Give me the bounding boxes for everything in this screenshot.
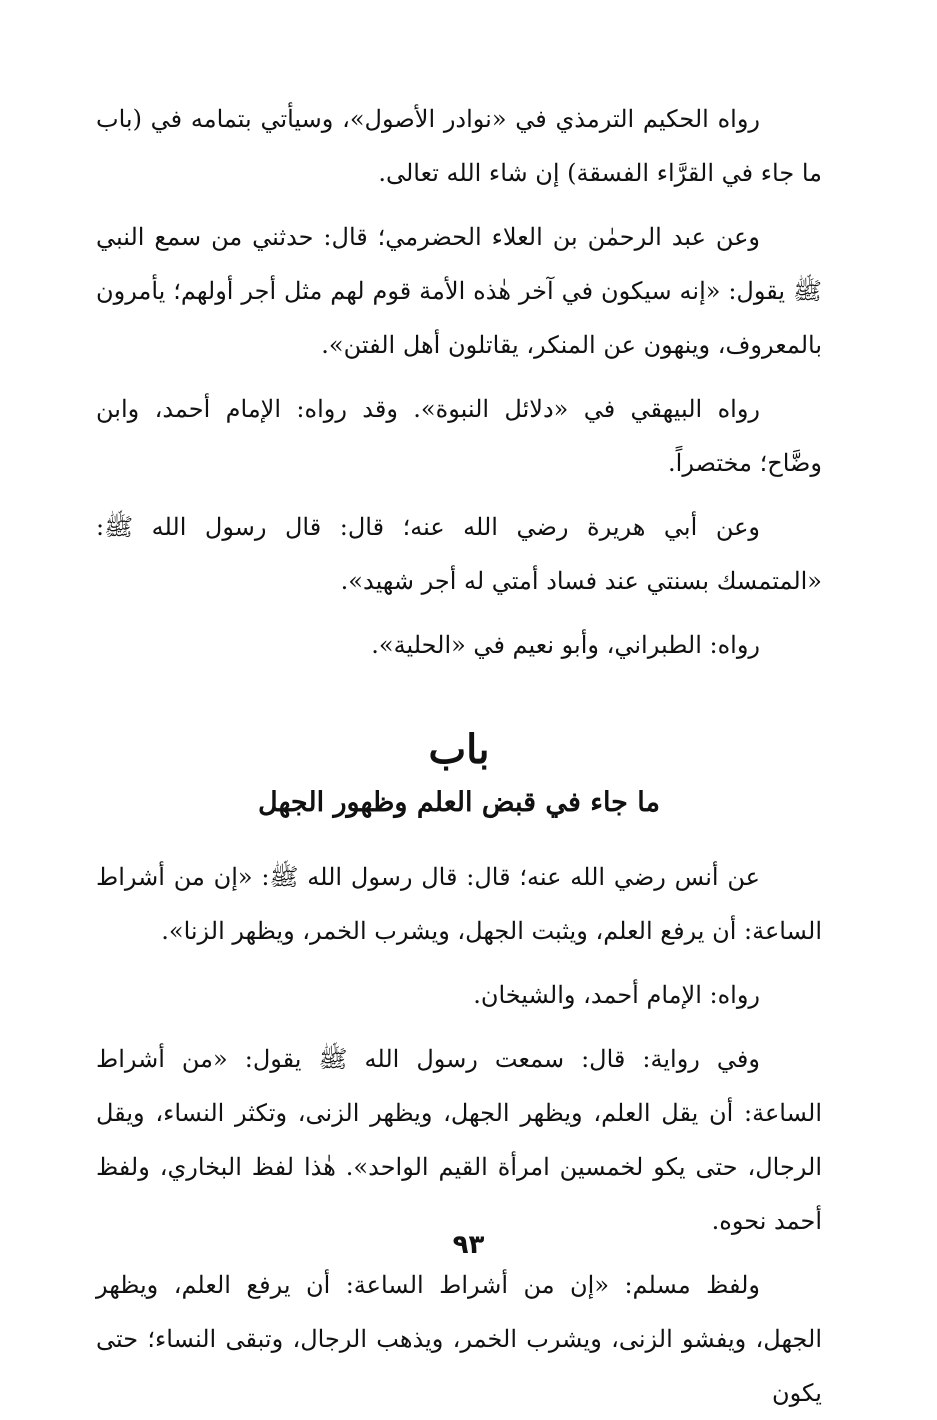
page-body	[96, 92, 822, 1407]
paragraph-bayhaqi-note: رواه البيهقي في «دلائل النبوة». وقد رواه: الإمام أحمد، وابن وضَّاح؛ مختصراً.	[96, 395, 822, 477]
section-title: ما جاء في قبض العلم وظهور الجهل	[258, 787, 660, 818]
paragraph-ahmad-shaykhan-note: رواه: الإمام أحمد، والشيخان.	[473, 981, 760, 1009]
paragraph-hadith-abdulrahman: وعن عبد الرحمٰن بن العلاء الحضرمي؛ قال: حدثني من سمع النبي ﷺ يقول: «إنه سيكون في آخر هٰذه الأمة قوم لهم مثل أجر أولهم؛ يأمرون بالمعروف، وينهون عن المنكر، يقاتلون أهل الفتن».	[96, 223, 822, 359]
paragraph-hadith-anas: عن أنس رضي الله عنه؛ قال: قال رسول الله ﷺ: «إن من أشراط الساعة: أن يرفع العلم، ويثبت الجهل، ويشرب الخمر، ويظهر الزنا».	[96, 863, 822, 945]
paragraph-hadith-abu-hurayra: وعن أبي هريرة رضي الله عنه؛ قال: قال رسول الله ﷺ: «المتمسك بسنتي عند فساد أمتي له أجر شهيد».	[96, 513, 822, 595]
paragraph-riwaya: وفي رواية: قال: سمعت رسول الله ﷺ يقول: «من أشراط الساعة: أن يقل العلم، ويظهر الجهل، ويظهر الزنى، وتكثر النساء، ويقل الرجال، حتى يكو لخمسين امرأة القيم الواحد». هٰذا لفظ البخاري، ولفظ أحمد نحوه.	[96, 1045, 822, 1235]
paragraph-tirmidhi-note: رواه الحكيم الترمذي في «نوادر الأصول»، وسيأتي بتمامه في (باب ما جاء في القرَّاء الفسقة) إن شاء الله تعالى.	[96, 105, 822, 187]
page-number: ٩٣	[452, 1230, 485, 1260]
section-label: باب	[428, 726, 490, 773]
paragraph-muslim-wording: ولفظ مسلم: «إن من أشراط الساعة: أن يرفع العلم، ويظهر الجهل، ويفشو الزنى، ويشرب الخمر، ويذهب الرجال، وتبقى النساء؛ حتى يكون	[96, 1271, 822, 1407]
paragraph-tabarani-note: رواه: الطبراني، وأبو نعيم في «الحلية».	[371, 631, 760, 659]
